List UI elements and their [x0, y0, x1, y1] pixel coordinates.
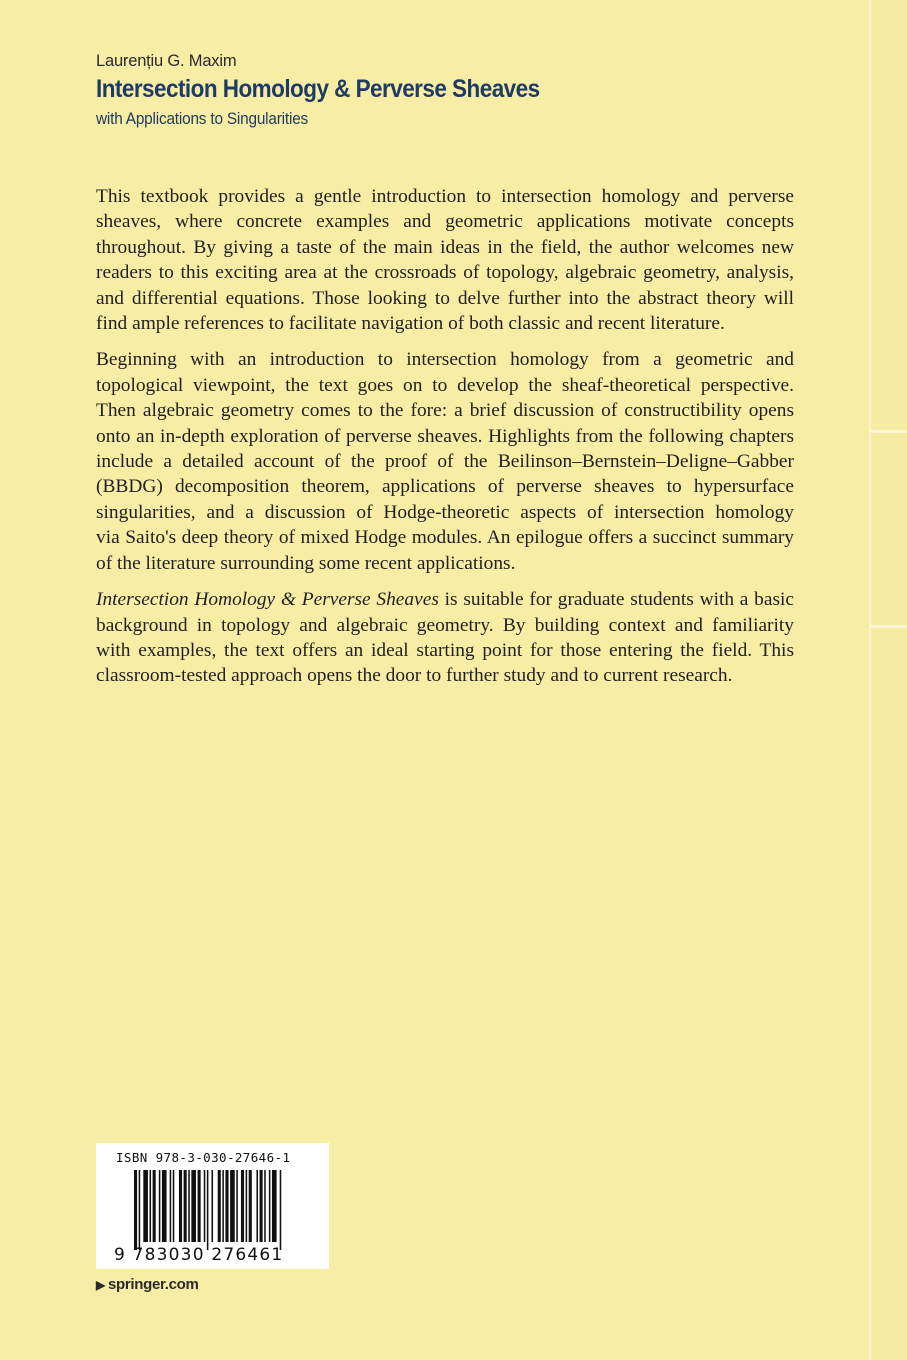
author-name: Laurențiu G. Maxim — [96, 52, 237, 70]
barcode-bar — [212, 1170, 214, 1242]
barcode-bar — [198, 1170, 201, 1242]
triangle-right-icon: ▶ — [96, 1278, 105, 1292]
barcode-bar — [236, 1170, 238, 1242]
spine-mark — [871, 430, 907, 433]
blurb-line: of the literature surrounding some recent applications. — [96, 552, 516, 574]
barcode-bar — [173, 1170, 175, 1242]
blurb-paragraph-1 — [96, 184, 794, 336]
publisher-url: springer.com — [107, 1276, 199, 1293]
blurb-paragraph-3 — [96, 587, 794, 689]
blurb-line: classroom-tested approach opens the door to further study and to current research. — [96, 665, 733, 687]
barcode-bar — [264, 1170, 266, 1242]
barcode-bar — [153, 1170, 156, 1242]
blurb-line: and differential equations. Those looking to delve further into the abstract theory will — [96, 287, 794, 309]
barcode-bar — [150, 1170, 152, 1242]
blurb-line: Beginning with an introduction to intersection homology from a geometric and — [96, 349, 794, 371]
blurb-line: singularities, and a discussion of Hodge-theoretic aspects of intersection homology — [96, 501, 794, 523]
barcode-bar — [260, 1170, 263, 1242]
blurb-line: via Saito's deep theory of mixed Hodge modules. An epilogue offers a succinct summary — [96, 527, 794, 549]
barcode-bar — [204, 1170, 206, 1242]
blurb-line: This textbook provides a gentle introduction to intersection homology and perverse — [96, 186, 794, 207]
publisher-link[interactable] — [96, 1276, 199, 1293]
barcode-bar — [143, 1170, 148, 1242]
back-cover-blurb — [96, 184, 794, 700]
blurb-line: with examples, the text offers an ideal starting point for those entering the field. This — [96, 639, 794, 661]
barcode-bar — [207, 1170, 209, 1250]
barcode-bar — [188, 1170, 190, 1242]
barcode-bar — [249, 1170, 252, 1242]
blurb-line: throughout. By giving a taste of the main ideas in the field, the author welcomes new — [96, 236, 794, 258]
barcode-bar — [225, 1170, 228, 1242]
barcode-bar — [184, 1170, 187, 1242]
barcode-bar — [241, 1170, 244, 1242]
blurb-line: Then algebraic geometry comes to the fore: a brief discussion of constructibility opens — [96, 400, 794, 422]
blurb-line: include a detailed account of the proof of the Beilinson–Bernstein–Deligne–Gabber — [96, 451, 794, 473]
book-title-italic: Intersection Homology & Perverse Sheaves — [96, 589, 439, 611]
barcode-bar — [162, 1170, 167, 1242]
barcode-bar — [269, 1170, 271, 1242]
barcode-bar — [272, 1170, 277, 1242]
barcode-bar — [280, 1170, 282, 1250]
barcode-bar — [139, 1170, 141, 1250]
blurb-text: is suitable for graduate students with a basic — [438, 589, 795, 611]
barcode-bar — [256, 1170, 258, 1242]
book-title: Intersection Homology & Perverse Sheaves — [96, 75, 540, 103]
blurb-line: topological viewpoint, the text goes on to develop the sheaf-theoretical perspective. — [96, 374, 794, 396]
barcode-bar — [170, 1170, 172, 1242]
barcode-bar — [191, 1170, 196, 1242]
blurb-paragraph-2 — [96, 347, 794, 576]
blurb-line: readers to this exciting area at the crossroads of topology, algebraic geometry, analysis, — [96, 262, 794, 284]
book-header — [96, 52, 589, 129]
isbn-label: ISBN 978-3-030-27646-1 — [116, 1150, 291, 1165]
barcode-bar — [179, 1170, 182, 1242]
barcode-bar — [218, 1170, 221, 1242]
spine-edge — [869, 0, 907, 1360]
blurb-line — [96, 587, 794, 612]
barcode-digits: 9 783030 276461 — [114, 1245, 284, 1265]
barcode-bar — [159, 1170, 161, 1242]
blurb-line: (BBDG) decomposition theorem, applications of perverse sheaves to hypersurface — [96, 476, 794, 498]
barcode-bar — [134, 1170, 137, 1250]
barcode-bar — [230, 1170, 235, 1242]
spine-mark — [871, 625, 907, 628]
blurb-line: onto an in-depth exploration of perverse sheaves. Highlights from the following chapters — [96, 425, 794, 447]
blurb-line: sheaves, where concrete examples and geometric applications motivate concepts — [96, 211, 794, 233]
blurb-line: find ample references to facilitate navigation of both classic and recent literature. — [96, 313, 725, 335]
book-subtitle: with Applications to Singularities — [96, 110, 309, 128]
isbn-barcode — [96, 1143, 329, 1269]
barcode-bar — [222, 1170, 224, 1242]
blurb-line: background in topology and algebraic geometry. By building context and familiarity — [96, 614, 794, 636]
barcode-bar — [246, 1170, 248, 1242]
